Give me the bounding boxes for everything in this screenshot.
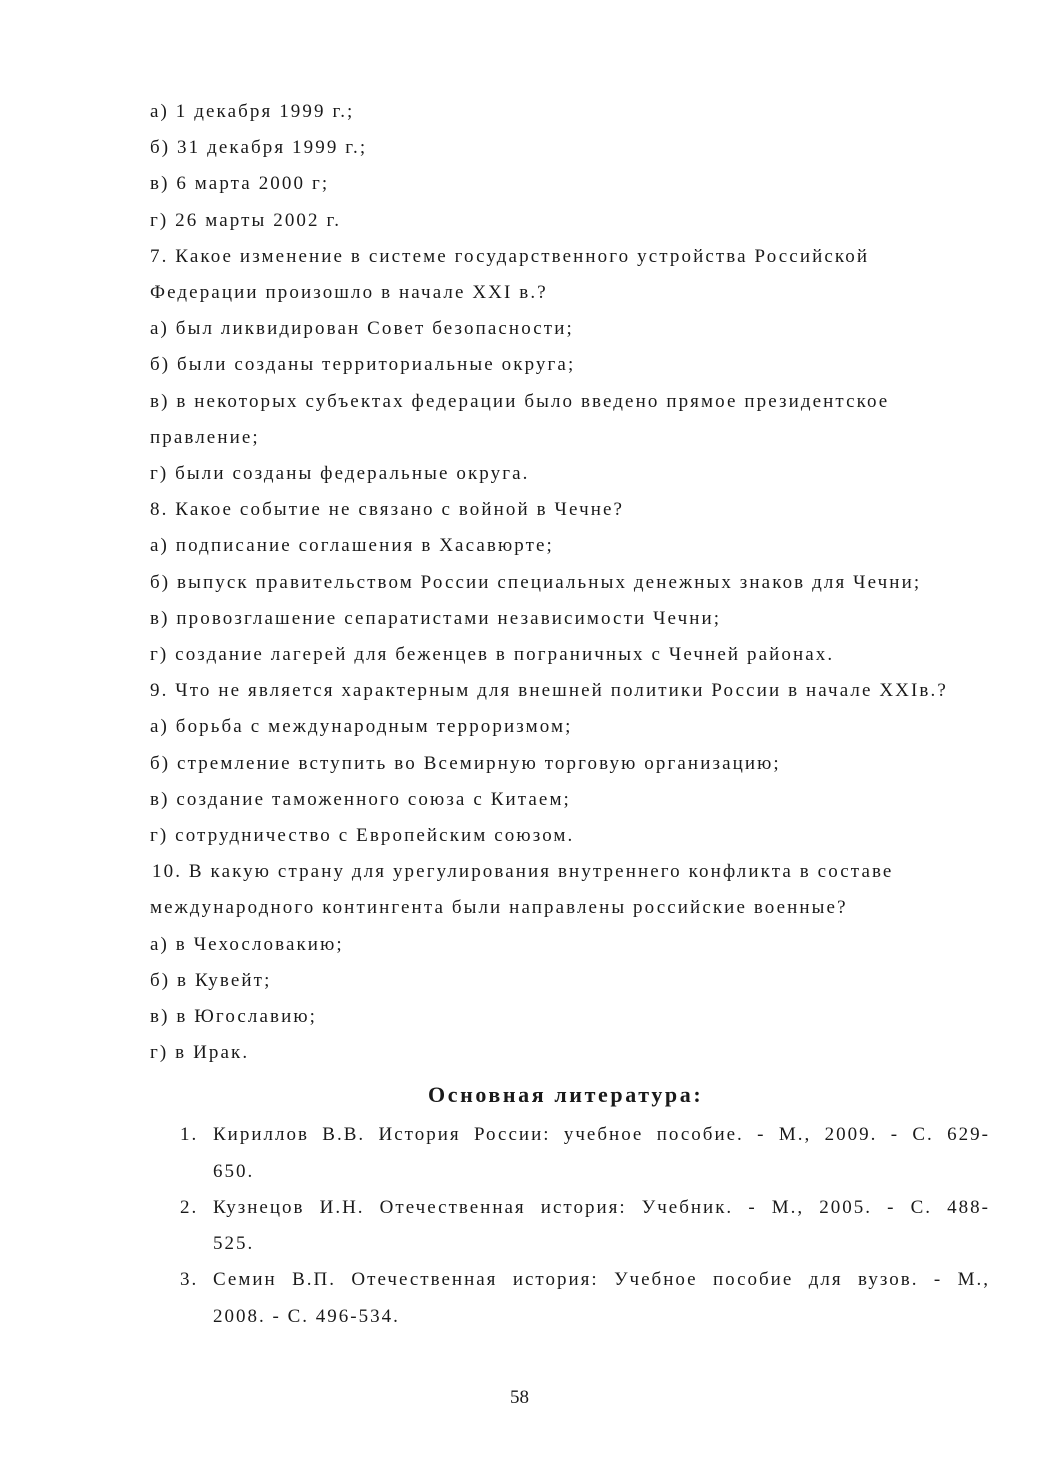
reference-number: 2. — [180, 1196, 199, 1218]
answer-line: в) создание таможенного союза с Китаем; — [150, 788, 571, 810]
answer-line: г) в Ирак. — [150, 1042, 250, 1064]
answer-line: г) были созданы федеральные округа. — [150, 463, 530, 485]
question-line: международного контингента были направлены российские военные? — [150, 897, 848, 919]
answer-line: г) создание лагерей для беженцев в пограничных с Чечней районах. — [150, 644, 835, 666]
question-line: 7. Какое изменение в системе государственного устройства Российской — [150, 245, 870, 267]
answer-line: а) был ликвидирован Совет безопасности; — [150, 318, 574, 340]
page-number: 58 — [510, 1387, 529, 1408]
reference-number: 3. — [180, 1269, 199, 1291]
answer-line: а) борьба с международным терроризмом; — [150, 716, 573, 738]
answer-line: а) подписание соглашения в Хасавюрте; — [150, 535, 554, 557]
answer-line: в) 6 марта 2000 г; — [150, 173, 330, 195]
answer-line: б) были созданы территориальные округа; — [150, 354, 576, 376]
answer-line: а) 1 декабря 1999 г.; — [150, 101, 355, 122]
answer-line: правление; — [150, 426, 260, 448]
reference-text: Кузнецов И.Н. Отечественная история: Учебник. - М., 2005. - С. 488- — [213, 1196, 990, 1218]
answer-line: б) 31 декабря 1999 г.; — [150, 137, 368, 159]
answer-line: г) сотрудничество с Европейским союзом. — [150, 825, 575, 847]
question-line: Федерации произошло в начале XXI в.? — [150, 282, 548, 304]
answer-line: г) 26 марты 2002 г. — [150, 209, 342, 231]
answer-line: а) в Чехословакию; — [150, 933, 344, 955]
answer-line: в) провозглашение сепаратистами независимости Чечни; — [150, 607, 722, 629]
reference-text-continued: 2008. - С. 496-534. — [213, 1305, 400, 1327]
question-line: 8. Какое событие не связано с войной в Чечне? — [150, 499, 625, 521]
reference-item — [150, 1190, 990, 1262]
page-content — [150, 94, 990, 1335]
question-line: 9. Что не является характерным для внешней политики России в начале XXIв.? — [150, 680, 948, 702]
reference-text: Семин В.П. Отечественная история: Учебное пособие для вузов. - М., — [213, 1269, 990, 1291]
answer-line: в) в некоторых субъектах федерации было введено прямое президентское — [150, 390, 890, 412]
answer-line: б) в Кувейт; — [150, 969, 272, 991]
reference-text-continued: 650. — [213, 1160, 255, 1182]
answer-line: в) в Югославию; — [150, 1006, 318, 1028]
answer-line: б) выпуск правительством России специальных денежных знаков для Чечни; — [150, 571, 922, 593]
question-line: 10. В какую страну для урегулирования внутреннего конфликта в составе — [152, 861, 894, 883]
reference-list — [150, 1117, 990, 1334]
reference-item — [150, 1117, 990, 1189]
reference-number: 1. — [180, 1124, 199, 1146]
reference-text: Кириллов В.В. История России: учебное пособие. - М., 2009. - С. 629- — [213, 1124, 990, 1146]
reference-item — [150, 1262, 990, 1334]
reference-text-continued: 525. — [213, 1233, 255, 1255]
answer-line: б) стремление вступить во Всемирную торговую организацию; — [150, 752, 781, 774]
literature-heading: Основная литература: — [428, 1082, 704, 1108]
